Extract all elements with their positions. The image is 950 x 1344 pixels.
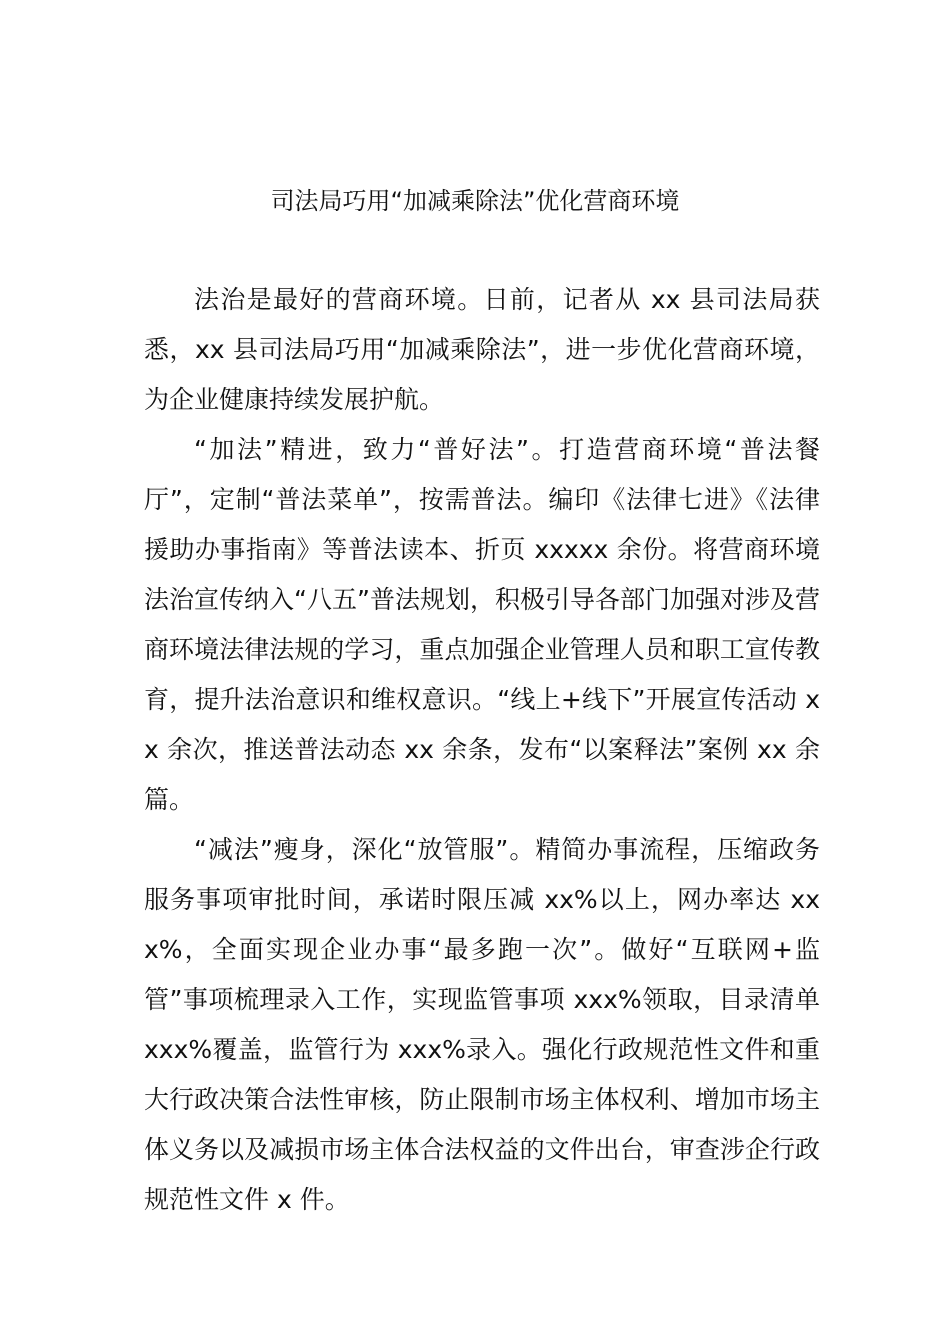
paragraph-intro: 法治是最好的营商环境。日前，记者从 xx 县司法局获悉，xx 县司法局巧用“加减乘除法”，进一步优化营商环境，为企业健康持续发展护航。 [144,285,820,414]
document-body [144,275,820,1225]
document-title: 司法局巧用“加减乘除法”优化营商环境 [270,187,680,215]
paragraph-subtraction: “减法”瘦身，深化“放管服”。精简办事流程，压缩政务服务事项审批时间，承诺时限压减 xx%以上，网办率达 xxx%，全面实现企业办事“最多跑一次”。做好“互联网+监管”事项梳理录入工作，实现监管事项 xxx%领取，目录清单 xxx%覆盖，监管行为 xxx%录入。强化行政规范性文件和重大行政决策合法性审核，防止限制市场主体权利、增加市场主体义务以及减损市场主体合法权益的文件出台，审查涉企行政规范性文件 x 件。 [144,835,820,1214]
paragraph-addition: “加法”精进，致力“普好法”。打造营商环境“普法餐厅”，定制“普法菜单”，按需普法。编印《法律七进》《法律援助办事指南》等普法读本、折页 xxxxx 余份。将营商环境法治宣传纳入“八五”普法规划，积极引导各部门加强对涉及营商环境法律法规的学习，重点加强企业管理人员和职工宣传教育，提升法治意识和维权意识。“线上+线下”开展宣传活动 xx 余次，推送普法动态 xx 余条，发布“以案释法”案例 xx 余篇。 [144,435,820,814]
